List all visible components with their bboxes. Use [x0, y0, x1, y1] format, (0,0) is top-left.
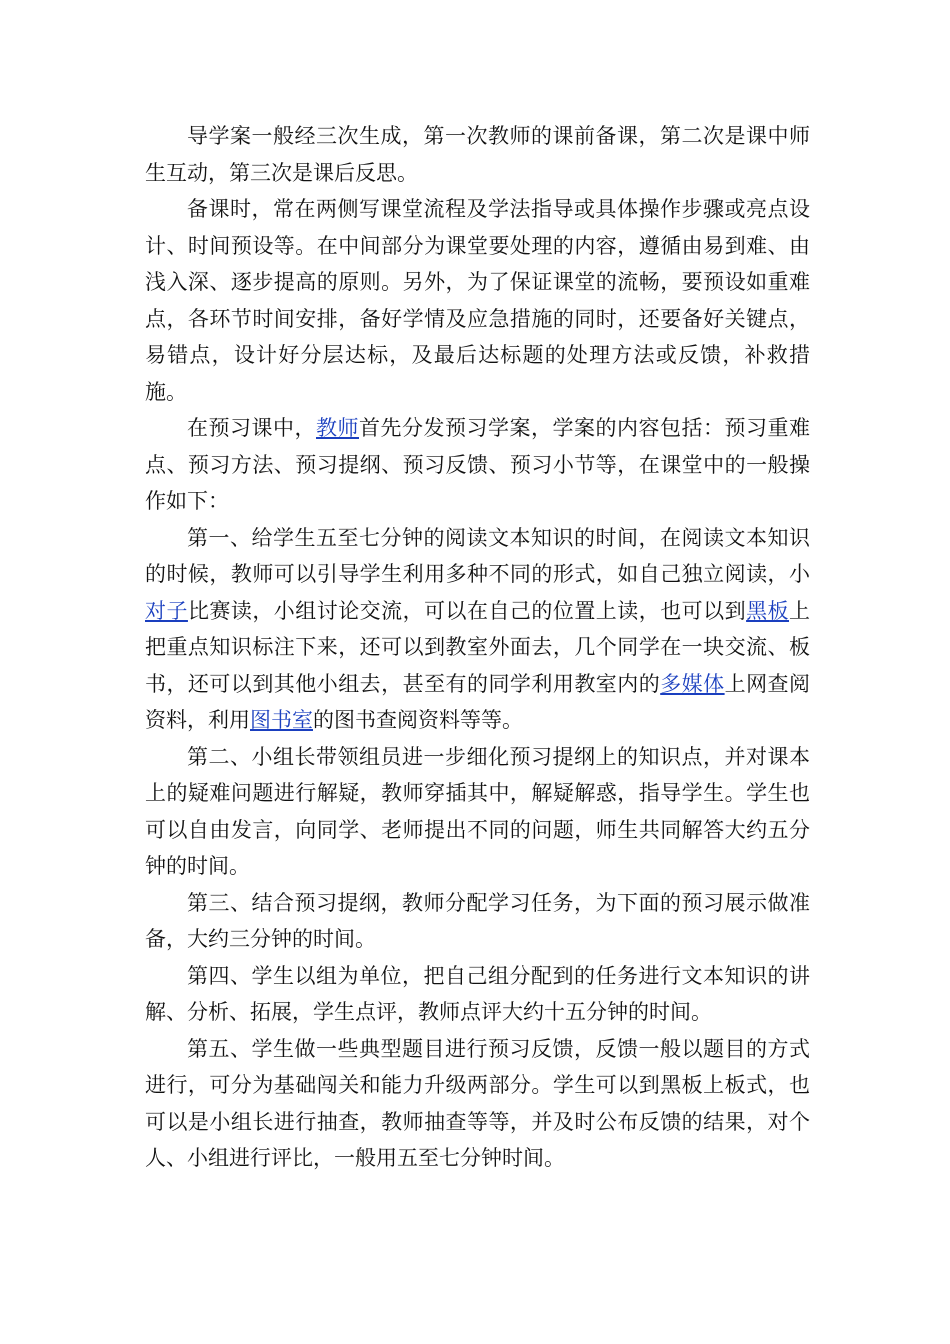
paragraph-step-one [145, 520, 810, 739]
document-body [145, 118, 810, 1177]
paragraph-text: 导学案一般经三次生成，第一次教师的课前备课，第二次是课中师生互动，第三次是课后反思。 [145, 124, 810, 185]
paragraph-text: 的图书查阅资料等等。 [313, 708, 523, 732]
paragraph-text: 首先分发预习学案，学案的内容包括：预习重难点、预习方法、预习提纲、预习反馈、预习小节等，在课堂中的一般操作如下： [145, 416, 810, 513]
paragraph-text: 第二、小组长带领组员进一步细化预习提纲上的知识点，并对课本上的疑难问题进行解疑，教师穿插其中，解疑解惑，指导学生。学生也可以自由发言，向同学、老师提出不同的问题，师生共同解答大约五分钟的时间。 [145, 744, 810, 878]
link-pair[interactable]: 对子 [145, 598, 188, 623]
paragraph-step-three [145, 885, 810, 958]
paragraph-text: 比赛读，小组讨论交流，可以在自己的位置上读，也可以到 [187, 598, 747, 623]
paragraph-text: 第一、给学生五至七分钟的阅读文本知识的时间，在阅读文本知识的时候，教师可以引导学生利用多种不同的形式，如自己独立阅读，小 [145, 525, 810, 586]
paragraph-intro [145, 118, 810, 191]
link-blackboard[interactable]: 黑板 [746, 598, 790, 623]
paragraph-step-two [145, 739, 810, 885]
link-teacher[interactable]: 教师 [316, 416, 359, 440]
paragraph-text: 上把重点知识标注下来，还可以到教室外面去，几个同学在一块交流、板书，还可以到其他小组去，甚至有的同学利用教室内的 [145, 598, 811, 696]
paragraph-step-five [145, 1031, 810, 1177]
paragraph-text: 备课时，常在两侧写课堂流程及学法指导或具体操作步骤或亮点设计、时间预设等。在中间部分为课堂要处理的内容，遵循由易到难、由浅入深、逐步提高的原则。另外，为了保证课堂的流畅，要预设如重难点，各环节时间安排，备好学情及应急措施的同时，还要备好关键点，易错点，设计好分层达标，及最后达标题的处理方法或反馈，补救措施。 [145, 197, 810, 404]
paragraph-text: 第五、学生做一些典型题目进行预习反馈，反馈一般以题目的方式进行，可分为基础闯关和能力升级两部分。学生可以到黑板上板式，也可以是小组长进行抽查，教师抽查等等，并及时公布反馈的结果，对个人、小组进行评比，一般用五至七分钟时间。 [145, 1036, 810, 1170]
paragraph-text: 在预习课中， [187, 416, 316, 440]
paragraph-text: 第三、结合预习提纲，教师分配学习任务，为下面的预习展示做准备，大约三分钟的时间。 [145, 890, 810, 951]
link-library[interactable]: 图书室 [250, 708, 313, 732]
link-multimedia[interactable]: 多媒体 [660, 671, 725, 696]
paragraph-text: 上网查阅资料，利用 [145, 671, 811, 732]
paragraph-text: 第四、学生以组为单位，把自己组分配到的任务进行文本知识的讲解、分析、拓展，学生点评，教师点评大约十五分钟的时间。 [145, 963, 810, 1024]
paragraph-lesson-prep [145, 191, 810, 410]
paragraph-step-four [145, 958, 810, 1031]
paragraph-preview-class [145, 410, 810, 520]
